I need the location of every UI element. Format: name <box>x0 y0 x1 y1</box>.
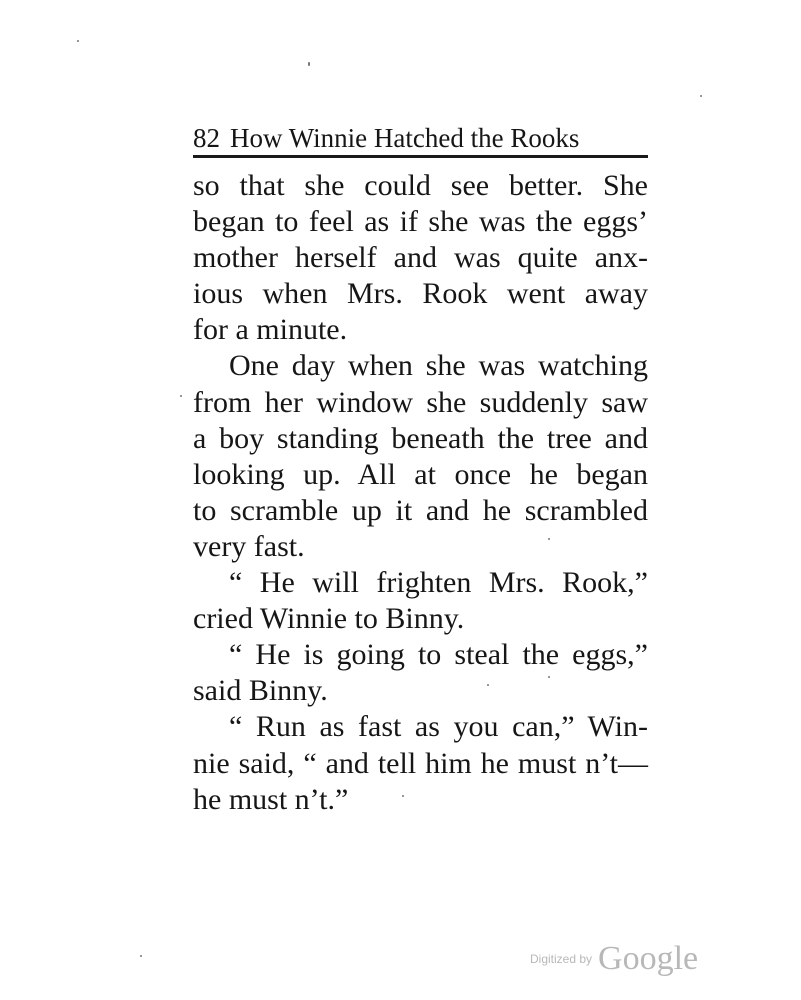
scan-speck <box>487 684 489 686</box>
digitization-watermark <box>530 940 698 978</box>
text-line: One day when she was watching <box>229 349 648 383</box>
text-line: “ Run as fast as you can,” Win- <box>229 710 648 744</box>
text-line: so that she could see better. She <box>193 169 648 202</box>
text-line: looking up. All at once he began <box>193 457 648 491</box>
text-line: “ He is going to steal the eggs,” <box>229 638 648 672</box>
text-line: “ He will frighten Mrs. Rook,” <box>229 566 648 600</box>
running-header <box>193 121 648 158</box>
scan-speck <box>180 395 182 397</box>
text-line: to scramble up it and he scrambled <box>193 493 648 527</box>
text-line: began to feel as if she was the eggs’ <box>193 205 648 239</box>
text-line: mother herself and was quite anx- <box>193 241 648 275</box>
text-line: a boy standing beneath the tree and <box>193 421 648 455</box>
watermark-prefix: Digitized by <box>530 952 593 966</box>
watermark-brand: Google <box>598 940 699 977</box>
text-line: for a minute. <box>193 313 348 347</box>
scan-speck <box>402 795 404 797</box>
text-line: he must n’t.” <box>193 782 349 816</box>
scan-speck <box>77 40 79 42</box>
scan-speck <box>308 62 310 66</box>
scan-speck <box>548 676 550 678</box>
page-number: 82 <box>193 123 220 153</box>
text-line: said Binny. <box>193 674 328 708</box>
text-line: very fast. <box>193 529 305 563</box>
text-line: from her window she suddenly saw <box>193 385 648 419</box>
text-line: ious when Mrs. Rook went away <box>193 277 648 311</box>
scan-speck <box>140 955 142 957</box>
body-text <box>193 168 648 818</box>
scan-speck <box>700 95 702 97</box>
running-title: How Winnie Hatched the Rooks <box>230 123 580 153</box>
text-line: cried Winnie to Binny. <box>193 602 465 636</box>
text-line: nie said, “ and tell him he must n’t— <box>193 746 648 780</box>
scan-speck <box>548 538 550 540</box>
